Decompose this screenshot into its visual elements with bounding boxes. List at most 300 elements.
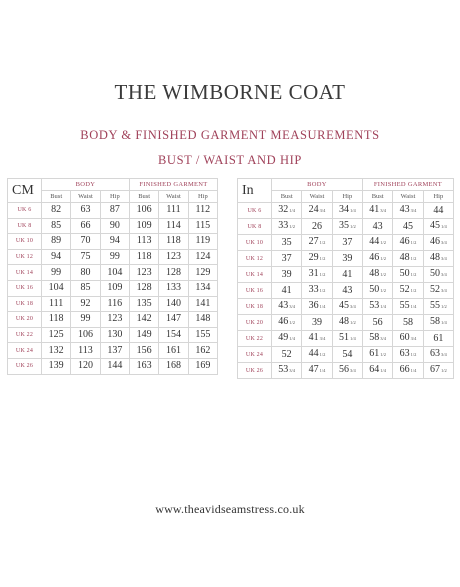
- measurement-cell: [332, 347, 362, 363]
- fraction-value: 1/2: [410, 272, 417, 277]
- measurement-cell: [423, 203, 453, 219]
- size-label: UK 10: [8, 234, 42, 250]
- measurement-cell: 139: [42, 358, 71, 374]
- measurement-cell: 124: [188, 249, 217, 265]
- fraction-value: 1/2: [380, 272, 387, 277]
- whole-value: 66: [399, 364, 410, 375]
- whole-value: 41: [369, 204, 380, 215]
- whole-value: 45: [338, 300, 349, 311]
- measurement-cell: 137: [100, 343, 129, 359]
- whole-value: 37: [281, 252, 292, 264]
- fraction-value: 1/2: [289, 320, 296, 325]
- whole-value: 41: [342, 268, 353, 280]
- group-header-finished: FINISHED GARMENT: [129, 179, 217, 191]
- col-header-bust: Bust: [129, 191, 158, 203]
- fraction-value: 1/4: [349, 208, 356, 213]
- measurement-cell: [362, 219, 392, 235]
- fraction-value: 1/2: [319, 352, 326, 357]
- measurement-cell: [362, 283, 392, 299]
- fraction-value: 1/2: [349, 320, 356, 325]
- measurement-cell: 123: [100, 312, 129, 328]
- whole-value: 43: [342, 284, 353, 296]
- measurement-cell: 106: [129, 203, 158, 219]
- measurement-cell: [272, 299, 302, 315]
- group-header-finished: FINISHED GARMENT: [362, 179, 453, 191]
- fraction-value: 1/2: [440, 368, 447, 373]
- measurement-cell: 82: [42, 203, 71, 219]
- measurement-cell: 111: [42, 296, 71, 312]
- measurement-cell: [302, 363, 332, 379]
- whole-value: 27: [308, 236, 319, 247]
- fraction-value: 1/4: [410, 304, 417, 309]
- fraction-value: 1/2: [410, 240, 417, 245]
- table-row: [8, 218, 218, 234]
- page-title: THE WIMBORNE COAT: [114, 80, 346, 104]
- whole-value: 52: [429, 284, 440, 295]
- whole-value: 61: [433, 332, 444, 344]
- whole-value: 41: [308, 332, 319, 343]
- whole-value: 33: [278, 220, 289, 231]
- measurement-cell: [302, 331, 332, 347]
- whole-value: 67: [429, 364, 440, 375]
- measurement-cell: 66: [71, 218, 100, 234]
- fraction-value: 1/2: [319, 240, 326, 245]
- measurement-cell: 116: [100, 296, 129, 312]
- fraction-value: 1/4: [380, 304, 387, 309]
- col-header-hip: Hip: [332, 191, 362, 203]
- table-row: [8, 265, 218, 281]
- table-row: [238, 267, 454, 283]
- measurement-cell: 109: [129, 218, 158, 234]
- measurement-cell: [272, 267, 302, 283]
- size-label: UK 24: [238, 347, 272, 363]
- whole-value: 55: [399, 300, 410, 311]
- measurement-cell: 163: [129, 358, 158, 374]
- measurement-cell: [272, 331, 302, 347]
- measurement-cell: [302, 315, 332, 331]
- fraction-value: 1/2: [319, 272, 326, 277]
- fraction-value: 1/4: [410, 368, 417, 373]
- fraction-value: 1/2: [440, 304, 447, 309]
- table-row: [8, 280, 218, 296]
- group-header-body: BODY: [42, 179, 130, 191]
- measurement-cell: 63: [71, 203, 100, 219]
- measurement-cell: 90: [100, 218, 129, 234]
- measurement-cell: 142: [129, 312, 158, 328]
- size-label: UK 18: [238, 299, 272, 315]
- measurement-cell: 155: [188, 327, 217, 343]
- whole-value: 44: [433, 204, 444, 216]
- measurement-cell: 118: [42, 312, 71, 328]
- measurement-cell: 128: [129, 280, 158, 296]
- measurement-cell: [332, 235, 362, 251]
- measurement-cell: [393, 267, 423, 283]
- measurement-cell: [362, 315, 392, 331]
- measurement-cell: [272, 203, 302, 219]
- measurement-cell: [302, 203, 332, 219]
- measurement-cell: 168: [159, 358, 188, 374]
- table-row: [8, 203, 218, 219]
- whole-value: 43: [278, 300, 289, 311]
- whole-value: 32: [278, 204, 289, 215]
- measurement-cell: 99: [100, 249, 129, 265]
- fraction-value: 3/4: [440, 288, 447, 293]
- size-label: UK 8: [238, 219, 272, 235]
- measurement-cell: [362, 347, 392, 363]
- measurement-cell: [362, 267, 392, 283]
- whole-value: 64: [369, 364, 380, 375]
- measurement-cell: [393, 331, 423, 347]
- measurement-cell: 99: [42, 265, 71, 281]
- measurement-cell: [332, 219, 362, 235]
- size-label: UK 12: [238, 251, 272, 267]
- measurement-cell: [332, 363, 362, 379]
- inch-measurement-table: [237, 178, 454, 379]
- measurement-cell: 85: [42, 218, 71, 234]
- measurement-cell: [332, 283, 362, 299]
- size-label: UK 20: [238, 315, 272, 331]
- measurement-cell: 123: [129, 265, 158, 281]
- measurement-cell: [423, 219, 453, 235]
- table-row: [238, 283, 454, 299]
- whole-value: 50: [399, 268, 410, 279]
- fraction-value: 1/4: [440, 320, 447, 325]
- group-header-body: BODY: [272, 179, 363, 191]
- measurement-cell: [393, 251, 423, 267]
- fraction-value: 3/4: [289, 368, 296, 373]
- whole-value: 37: [342, 236, 353, 248]
- table-row: [238, 363, 454, 379]
- whole-value: 51: [338, 332, 349, 343]
- table-row: [8, 249, 218, 265]
- whole-value: 48: [369, 268, 380, 279]
- measurement-cell: [272, 235, 302, 251]
- fraction-value: 1/2: [410, 352, 417, 357]
- measurement-cell: 118: [129, 249, 158, 265]
- table-row: [8, 343, 218, 359]
- measurement-cell: 89: [42, 234, 71, 250]
- fraction-value: 3/4: [380, 208, 387, 213]
- measurement-cell: 128: [159, 265, 188, 281]
- whole-value: 47: [308, 364, 319, 375]
- whole-value: 44: [369, 236, 380, 247]
- fraction-value: 1/2: [289, 224, 296, 229]
- size-label: UK 16: [8, 280, 42, 296]
- measurement-cell: [423, 363, 453, 379]
- measurement-cell: 147: [159, 312, 188, 328]
- measurement-cell: [302, 219, 332, 235]
- fraction-value: 3/4: [349, 304, 356, 309]
- measurement-cell: [332, 251, 362, 267]
- col-header-hip: Hip: [188, 191, 217, 203]
- size-label: UK 18: [8, 296, 42, 312]
- measurement-cell: 104: [42, 280, 71, 296]
- cm-measurement-table: [7, 178, 218, 375]
- size-label: UK 24: [8, 343, 42, 359]
- whole-value: 58: [429, 316, 440, 327]
- whole-value: 26: [311, 220, 322, 232]
- measurement-cell: 113: [129, 234, 158, 250]
- col-header-bust: Bust: [42, 191, 71, 203]
- measurement-cell: [362, 203, 392, 219]
- whole-value: 35: [338, 220, 349, 231]
- measurement-cell: 125: [42, 327, 71, 343]
- fraction-value: 1/2: [319, 256, 326, 261]
- measurement-cell: [302, 283, 332, 299]
- table-row: [8, 358, 218, 374]
- fraction-value: 1/2: [380, 256, 387, 261]
- whole-value: 58: [402, 316, 413, 328]
- size-label: UK 22: [238, 331, 272, 347]
- whole-value: 24: [308, 204, 319, 215]
- measurement-cell: [272, 363, 302, 379]
- measurement-cell: [362, 299, 392, 315]
- measurement-cell: [423, 267, 453, 283]
- fraction-value: 1/2: [380, 352, 387, 357]
- fraction-value: 1/4: [349, 336, 356, 341]
- measurement-cell: [423, 315, 453, 331]
- table-row: [238, 299, 454, 315]
- measurement-cell: 94: [42, 249, 71, 265]
- measurement-cell: [332, 267, 362, 283]
- fraction-value: 3/4: [440, 240, 447, 245]
- col-header-waist: Waist: [393, 191, 423, 203]
- table-row: [238, 331, 454, 347]
- whole-value: 41: [281, 284, 292, 296]
- table-row: [8, 312, 218, 328]
- whole-value: 46: [278, 316, 289, 327]
- measurement-cell: [272, 315, 302, 331]
- unit-label-inches: In: [238, 179, 272, 203]
- whole-value: 55: [429, 300, 440, 311]
- table-row: [8, 234, 218, 250]
- measurement-cell: 133: [159, 280, 188, 296]
- whole-value: 53: [278, 364, 289, 375]
- whole-value: 61: [369, 348, 380, 359]
- whole-value: 60: [399, 332, 410, 343]
- fraction-value: 1/4: [289, 336, 296, 341]
- measurement-cell: 130: [100, 327, 129, 343]
- measurement-cell: 118: [159, 234, 188, 250]
- measurement-cell: [362, 251, 392, 267]
- measurement-cell: [302, 235, 332, 251]
- col-header-hip: Hip: [100, 191, 129, 203]
- whole-value: 39: [311, 316, 322, 328]
- col-header-hip: Hip: [423, 191, 453, 203]
- measurement-cell: 119: [188, 234, 217, 250]
- measurement-cell: 75: [71, 249, 100, 265]
- whole-value: 45: [402, 220, 413, 232]
- whole-value: 48: [338, 316, 349, 327]
- measurement-cell: [423, 235, 453, 251]
- measurement-cell: 109: [100, 280, 129, 296]
- table-row: [238, 251, 454, 267]
- measurement-cell: [332, 315, 362, 331]
- measurement-cell: [272, 251, 302, 267]
- size-label: UK 22: [8, 327, 42, 343]
- table-row: [238, 315, 454, 331]
- fraction-value: 1/2: [349, 224, 356, 229]
- measurement-cell: 120: [71, 358, 100, 374]
- size-label: UK 6: [8, 203, 42, 219]
- measurement-cell: [302, 251, 332, 267]
- measurement-cell: [362, 363, 392, 379]
- measurement-cell: 123: [159, 249, 188, 265]
- whole-value: 48: [429, 252, 440, 263]
- measurement-cell: 161: [159, 343, 188, 359]
- fraction-value: 3/4: [440, 256, 447, 261]
- measurement-cell: [332, 203, 362, 219]
- measurement-cell: [272, 219, 302, 235]
- whole-value: 50: [429, 268, 440, 279]
- measurement-cell: [423, 299, 453, 315]
- measurement-cell: 85: [71, 280, 100, 296]
- col-header-waist: Waist: [71, 191, 100, 203]
- whole-value: 43: [399, 204, 410, 215]
- fraction-value: 1/2: [380, 240, 387, 245]
- size-label: UK 16: [238, 283, 272, 299]
- measurement-cell: 162: [188, 343, 217, 359]
- fraction-value: 1/4: [380, 368, 387, 373]
- col-header-bust: Bust: [362, 191, 392, 203]
- measurement-cell: [393, 363, 423, 379]
- whole-value: 46: [399, 236, 410, 247]
- measurement-cell: [362, 331, 392, 347]
- measurement-cell: 113: [71, 343, 100, 359]
- size-label: UK 14: [238, 267, 272, 283]
- measurement-cell: [393, 347, 423, 363]
- measurement-cell: [302, 299, 332, 315]
- measurement-cell: 135: [129, 296, 158, 312]
- measurement-cell: [393, 283, 423, 299]
- measurement-cell: 111: [159, 203, 188, 219]
- col-header-waist: Waist: [159, 191, 188, 203]
- fraction-value: 3/4: [410, 336, 417, 341]
- measurement-cell: 114: [159, 218, 188, 234]
- measurement-cell: 104: [100, 265, 129, 281]
- whole-value: 58: [369, 332, 380, 343]
- measurement-cell: [362, 235, 392, 251]
- table-row: [8, 327, 218, 343]
- measurement-cell: 112: [188, 203, 217, 219]
- fraction-value: 1/4: [289, 208, 296, 213]
- whole-value: 46: [369, 252, 380, 263]
- whole-value: 33: [308, 284, 319, 295]
- measurement-cell: [423, 283, 453, 299]
- size-label: UK 12: [8, 249, 42, 265]
- whole-value: 54: [342, 348, 353, 360]
- whole-value: 50: [369, 284, 380, 295]
- measurement-cell: 80: [71, 265, 100, 281]
- measurement-cell: [423, 347, 453, 363]
- measurement-cell: 169: [188, 358, 217, 374]
- measurement-cell: 132: [42, 343, 71, 359]
- fraction-value: 1/4: [440, 224, 447, 229]
- measurement-cell: 94: [100, 234, 129, 250]
- size-label: UK 6: [238, 203, 272, 219]
- subtitle-bust-waist-hip: BUST / WAIST AND HIP: [158, 153, 302, 167]
- size-label: UK 26: [238, 363, 272, 379]
- measurement-cell: 154: [159, 327, 188, 343]
- fraction-value: 3/4: [440, 352, 447, 357]
- measurement-cell: 115: [188, 218, 217, 234]
- whole-value: 34: [338, 204, 349, 215]
- measurement-cell: 140: [159, 296, 188, 312]
- fraction-value: 1/2: [410, 288, 417, 293]
- table-row: [8, 296, 218, 312]
- size-label: UK 26: [8, 358, 42, 374]
- size-label: UK 10: [238, 235, 272, 251]
- subtitle-measurements: BODY & FINISHED GARMENT MEASUREMENTS: [80, 128, 380, 142]
- whole-value: 46: [429, 236, 440, 247]
- whole-value: 35: [281, 236, 292, 248]
- measurement-cell: [332, 331, 362, 347]
- fraction-value: 1/2: [319, 288, 326, 293]
- fraction-value: 3/4: [349, 368, 356, 373]
- measurement-cell: [423, 251, 453, 267]
- whole-value: 43: [372, 220, 383, 232]
- fraction-value: 3/4: [319, 208, 326, 213]
- whole-value: 45: [429, 220, 440, 231]
- whole-value: 31: [308, 268, 319, 279]
- whole-value: 52: [281, 348, 292, 360]
- size-label: UK 14: [8, 265, 42, 281]
- whole-value: 52: [399, 284, 410, 295]
- measurement-cell: 92: [71, 296, 100, 312]
- measurement-cell: 148: [188, 312, 217, 328]
- table-row: [238, 347, 454, 363]
- fraction-value: 3/4: [410, 208, 417, 213]
- measurement-cell: 99: [71, 312, 100, 328]
- whole-value: 53: [369, 300, 380, 311]
- whole-value: 63: [429, 348, 440, 359]
- measurement-cell: [393, 299, 423, 315]
- measurement-cell: 129: [188, 265, 217, 281]
- measurement-cell: 144: [100, 358, 129, 374]
- whole-value: 39: [342, 252, 353, 264]
- fraction-value: 3/4: [440, 272, 447, 277]
- measurement-cell: [393, 235, 423, 251]
- whole-value: 44: [308, 348, 319, 359]
- measurement-cell: [272, 283, 302, 299]
- website-footer: www.theavidseamstress.co.uk: [155, 502, 305, 516]
- table-row: [238, 203, 454, 219]
- fraction-value: 3/4: [380, 336, 387, 341]
- whole-value: 56: [372, 316, 383, 328]
- whole-value: 48: [399, 252, 410, 263]
- measurement-cell: [393, 315, 423, 331]
- fraction-value: 1/2: [410, 256, 417, 261]
- col-header-bust: Bust: [272, 191, 302, 203]
- size-label: UK 8: [8, 218, 42, 234]
- measurement-cell: 156: [129, 343, 158, 359]
- fraction-value: 1/4: [319, 304, 326, 309]
- measurement-cell: [393, 219, 423, 235]
- fraction-value: 1/2: [380, 288, 387, 293]
- measurement-cell: [332, 299, 362, 315]
- measurement-cell: [302, 347, 332, 363]
- measurement-cell: [272, 347, 302, 363]
- measurement-cell: 70: [71, 234, 100, 250]
- measurement-cell: 134: [188, 280, 217, 296]
- col-header-waist: Waist: [302, 191, 332, 203]
- fraction-value: 3/4: [289, 304, 296, 309]
- whole-value: 36: [308, 300, 319, 311]
- whole-value: 49: [278, 332, 289, 343]
- fraction-value: 3/4: [319, 336, 326, 341]
- whole-value: 39: [281, 268, 292, 280]
- table-row: [238, 219, 454, 235]
